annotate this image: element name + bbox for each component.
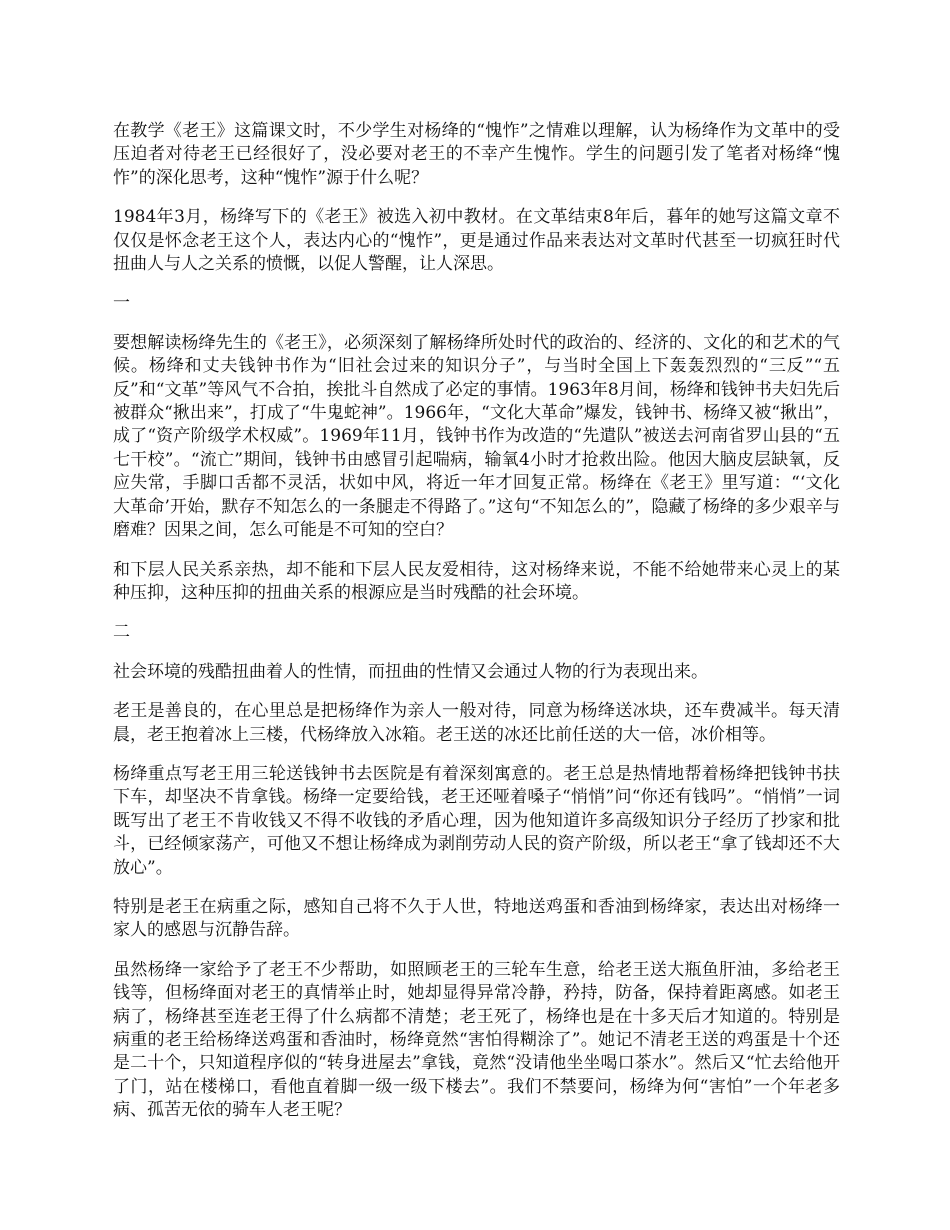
historical-context-paragraph: 要想解读杨绛先生的《老王》，必须深刻了解杨绛所处时代的政治的、经济的、文化的和艺术的气候。杨绛和丈夫钱钟书作为“旧社会过来的知识分子”，与当时全国上下轰轰烈烈的“三反”“五反”和“文革”等风气不合拍，挨批斗自然成了必定的事情。1963年8月间，杨绛和钱钟书夫妇先后被群众“揪出来”，打成了“牛鬼蛇神”。1966年，“文化大革命”爆发，钱钟书、杨绛又被“揪出”，成了“资产阶级学术权威”。1969年11月，钱钟书作为改造的“先遣队”被送去河南省罗山县的“五七干校”。“流亡”期间，钱钟书由感冒引起喘病，输氧4小时才抢救出险。他因大脑皮层缺氧，反应失常，手脚口舌都不灵活，状如中风，将近一年才回复正常。杨绛在《老王》里写道：“‘文化大革命’开始，默存不知怎么的一条腿走不得路了。”这句“不知怎么的”，隐藏了杨绛的多少艰辛与磨难？因果之间，怎么可能是不可知的空白？ — [113, 332, 840, 541]
laowang-kindness-paragraph: 老王是善良的，在心里总是把杨绛作为亲人一般对待，同意为杨绛送冰块，还车费减半。每天清晨，老王抱着冰上三楼，代杨绛放入冰箱。老王送的冰还比前任送的大一倍，冰价相等。 — [113, 701, 840, 745]
section-heading-two: 二 — [113, 622, 130, 643]
social-environment-paragraph: 社会环境的残酷扭曲着人的性情，而扭曲的性情又会通过人物的行为表现出来。 — [113, 661, 708, 682]
section-heading-one: 一 — [113, 293, 130, 314]
article-body — [113, 120, 840, 1139]
farewell-paragraph: 特别是老王在病重之际，感知自己将不久于人世，特地送鸡蛋和香油到杨绛家，表达出对杨绛一家人的感恩与沉静告辞。 — [113, 896, 840, 941]
distance-paragraph: 虽然杨绛一家给予了老王不少帮助，如照顾老王的三轮车生意，给老王送大瓶鱼肝油，多给老王钱等，但杨绛面对老王的真情举止时，她却显得异常冷静，矜持，防备，保持着距离感。如老王病了，杨绛甚至连老王得了什么病都不清楚；老王死了，杨绛也是在十多天后才知道的。特别是病重的老王给杨绛送鸡蛋和香油时，杨绛竟然“害怕得糊涂了”。她记不清老王送的鸡蛋是十个还是二十个，只知道程序似的“转身进屋去”拿钱，竟然“没请他坐坐喝口茶水”。然后又“忙去给他开了门，站在楼梯口，看他直着脚一级一级下楼去”。我们不禁要问，杨绛为何“害怕”一个年老多病、孤苦无依的骑车人老王呢？ — [113, 959, 840, 1121]
background-paragraph: 1984年3月，杨绛写下的《老王》被选入初中教材。在文革结束8年后，暮年的她写这篇文章不仅仅是怀念老王这个人，表达内心的“愧怍”，更是通过作品来表达对文革时代甚至一切疯狂时代扭曲人与人之关系的愤慨，以促人警醒，让人深思。 — [113, 207, 840, 275]
hospital-ride-paragraph: 杨绛重点写老王用三轮送钱钟书去医院是有着深刻寓意的。老王总是热情地帮着杨绛把钱钟书扶下车，却坚决不肯拿钱。杨绛一定要给钱，老王还哑着嗓子“悄悄”问“你还有钱吗”。“悄悄”一词既写出了老王不肯收钱又不得不收钱的矛盾心理，因为他知道许多高级知识分子经历了抄家和批斗，已经倾家荡产，可他又不想让杨绛成为剥削劳动人民的资产阶级，所以老王“拿了钱却还不大放心”。 — [113, 763, 840, 878]
relationship-paragraph: 和下层人民关系亲热，却不能和下层人民友爱相待，这对杨绛来说，不能不给她带来心灵上的某种压抑，这种压抑的扭曲关系的根源应是当时残酷的社会环境。 — [113, 559, 840, 603]
intro-paragraph: 在教学《老王》这篇课文时，不少学生对杨绛的“愧怍”之情难以理解，认为杨绛作为文革中的受压迫者对待老王已经很好了，没必要对老王的不幸产生愧怍。学生的问题引发了笔者对杨绛“愧怍”的深化思考，这种“愧怍”源于什么呢？ — [113, 121, 840, 188]
